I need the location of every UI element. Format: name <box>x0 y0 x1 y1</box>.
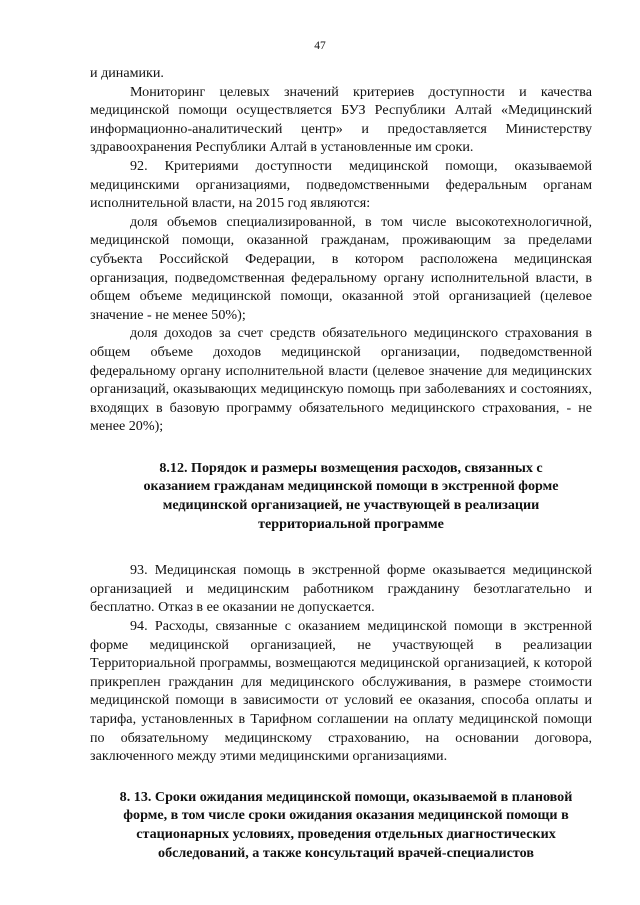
section-heading-8-13: 8. 13. Сроки ожидания медицинской помощи, оказываемой в плановой форме, в том числе сроки ожидания оказания медицинской помощи в стационарных условиях, проведения отдельных диагностических обследований, а также консультаций врачей-специалистов <box>119 788 573 861</box>
paragraph: Мониторинг целевых значений критериев доступности и качества медицинской помощи осуществляется БУЗ Республики Алтай «Медицинский информационно-аналитический центр» и предоставляется Министерству здравоохранения Республики Алтай в установленные им сроки. <box>90 83 592 156</box>
paragraph: 93. Медицинская помощь в экстренной форме оказывается медицинской организацией и медицинским работником гражданину безотлагательно и бесплатно. Отказ в ее оказании не допускается. <box>90 562 592 616</box>
section-heading-8-12: 8.12. Порядок и размеры возмещения расходов, связанных с оказанием гражданам медицинской помощи в экстренной форме медицинской организацией, не участвующей в реализации территориальной программе <box>143 459 559 532</box>
paragraph: доля объемов специализированной, в том числе высокотехнологичной, медицинской помощи, оказанной гражданам, проживающим за пределами субъекта Российской Федерации, в котором расположена медицинская организация, подведомственная федеральному органу исполнительной власти, в общем объеме медицинской помощи, оказанной этой организацией (целевое значение - не менее 50%); <box>90 213 592 323</box>
page-content <box>90 64 592 862</box>
paragraph: 94. Расходы, связанные с оказанием медицинской помощи в экстренной форме медицинской организацией, не участвующей в реализации Территориальной программы, возмещаются медицинской организацией, к которой прикреплен гражданин для медицинского обслуживания, в размере стоимости медицинской помощи в зависимости от условий ее оказания, способа оплаты и тарифа, установленных в Тарифном соглашении на оплату медицинской помощи по обязательному медицинскому страхованию, на основании договора, заключенного между этими медицинскими организациями. <box>90 618 592 765</box>
paragraph: 92. Критериями доступности медицинской помощи, оказываемой медицинскими организациями, подведомственными федеральным органам исполнительной власти, на 2015 год являются: <box>90 157 592 212</box>
paragraph: и динамики. <box>90 65 164 81</box>
page-number: 47 <box>314 40 326 52</box>
paragraph: доля доходов за счет средств обязательного медицинского страхования в общем объеме доходов медицинской организации, подведомственной федеральному органу исполнительной власти (целевое значение для медицинских организаций, оказывающих медицинскую помощь при заболеваниях и состояниях, входящих в базовую программу обязательного медицинского страхования, - не менее 20%); <box>90 325 592 435</box>
